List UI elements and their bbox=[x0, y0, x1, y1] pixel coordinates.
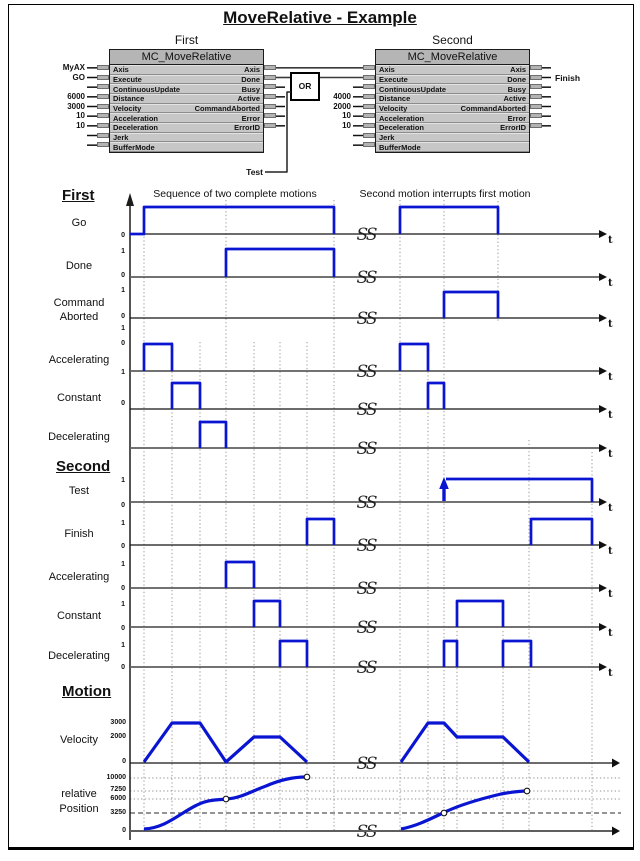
velocity-ytick-2000: 2000 bbox=[110, 733, 126, 740]
fb-pin-row bbox=[110, 75, 263, 85]
axis-break-symbol: SS bbox=[356, 618, 376, 638]
fb-pin-row bbox=[376, 104, 529, 114]
section-header-second: Second bbox=[56, 458, 111, 475]
fb-input-pin-Acceleration: Acceleration bbox=[379, 113, 425, 123]
level-tick-go-0: 0 bbox=[121, 232, 125, 239]
signal-label-finish: Finish bbox=[64, 528, 94, 540]
section-header-motion: Motion bbox=[62, 683, 112, 700]
fb-title-first: First bbox=[174, 33, 199, 47]
fb-pin-row bbox=[376, 123, 529, 133]
fb-body-second bbox=[376, 65, 529, 152]
fb-input-pin-Distance: Distance bbox=[113, 94, 145, 104]
signal-label-decelerating-1: Decelerating bbox=[48, 431, 110, 443]
t-label-accelerating-1: t bbox=[608, 372, 613, 383]
fb-pin-row bbox=[376, 65, 529, 75]
fb-input-pin-Deceleration: Deceleration bbox=[379, 123, 425, 133]
fb-pin-row bbox=[110, 84, 263, 94]
fb-output-pin-ErrorID: ErrorID bbox=[500, 123, 526, 133]
fb-pin-row bbox=[376, 84, 529, 94]
axis-break-symbol: SS bbox=[356, 439, 376, 459]
level-tick-command-aborted-1: 1 bbox=[121, 287, 125, 294]
fb-output-pin-Axis: Axis bbox=[510, 65, 526, 75]
axis-break-symbol: SS bbox=[356, 579, 376, 599]
level-tick-finish-1: 1 bbox=[121, 520, 125, 527]
pin-value-GO: GO bbox=[72, 72, 85, 82]
signal-label-constant-2: Constant bbox=[56, 610, 102, 622]
fb-header-second: MC_MoveRelative bbox=[376, 50, 529, 65]
axis-break-symbol: SS bbox=[356, 754, 376, 774]
signal-label-done: Done bbox=[65, 260, 93, 272]
level-tick-accelerating-2-1: 1 bbox=[121, 561, 125, 568]
signal-label-command-aborted: Command bbox=[53, 297, 105, 309]
fb-output-pin-Error: Error bbox=[241, 113, 260, 123]
position-ytick-7250: 7250 bbox=[110, 786, 126, 793]
fb-output-pin-Active: Active bbox=[503, 94, 526, 104]
signal-label-accelerating-2: Accelerating bbox=[48, 571, 110, 583]
axis-break-symbol: SS bbox=[356, 400, 376, 420]
fb-pin-row bbox=[376, 75, 529, 85]
fb-title-second: Second bbox=[432, 33, 473, 47]
signal-label2-command-aborted: Aborted bbox=[59, 311, 99, 323]
velocity-ytick-0: 0 bbox=[122, 758, 126, 765]
level-tick-decelerating-2-1: 1 bbox=[121, 642, 125, 649]
fb-input-pin-Acceleration: Acceleration bbox=[113, 113, 159, 123]
fb-input-pin-Execute: Execute bbox=[113, 74, 142, 84]
fb-output-pin-Active: Active bbox=[237, 94, 260, 104]
fb-input-pin-ContinuousUpdate: ContinuousUpdate bbox=[113, 84, 181, 94]
level-tick-test-1: 1 bbox=[121, 477, 125, 484]
fb-output-pin-Done: Done bbox=[241, 74, 260, 84]
pin-value-3000: 3000 bbox=[67, 101, 85, 111]
signal-label-test: Test bbox=[68, 485, 90, 497]
page-title: MoveRelative - Example bbox=[223, 8, 417, 27]
fb-pin-row bbox=[110, 133, 263, 143]
fb-pin-row bbox=[110, 142, 263, 152]
t-label-decelerating-2: t bbox=[608, 668, 613, 679]
level-tick-constant-1-1: 1 bbox=[121, 369, 125, 376]
fb-pin-row bbox=[376, 133, 529, 143]
fb-pin-row bbox=[110, 94, 263, 104]
level-tick-accelerating-1-1: 1 bbox=[121, 325, 125, 332]
fb-pin-row bbox=[376, 113, 529, 123]
function-block-second bbox=[375, 49, 530, 153]
fb-body-first bbox=[110, 65, 263, 152]
fb-pin-row bbox=[376, 142, 529, 152]
fb-pin-row bbox=[110, 104, 263, 114]
position-axis-label-line1: relative bbox=[61, 788, 97, 800]
test-wire-label: Test bbox=[246, 167, 263, 177]
signal-label-decelerating-2: Decelerating bbox=[48, 650, 110, 662]
page-frame bbox=[8, 4, 634, 850]
finish-wire-label: Finish bbox=[555, 73, 581, 83]
axis-break-symbol: SS bbox=[356, 822, 376, 842]
fb-input-pin-BufferMode: BufferMode bbox=[113, 142, 155, 152]
function-block-first bbox=[109, 49, 264, 153]
fb-output-pin-ErrorID: ErrorID bbox=[234, 123, 260, 133]
fb-input-pin-BufferMode: BufferMode bbox=[379, 142, 421, 152]
level-tick-done-0: 0 bbox=[121, 272, 125, 279]
axis-break-symbol: SS bbox=[356, 309, 376, 329]
caption-first-scenario: Sequence of two complete motions bbox=[153, 188, 317, 200]
fb-input-pin-Jerk: Jerk bbox=[379, 132, 395, 142]
pin-value-MyAX: MyAX bbox=[62, 62, 85, 72]
level-tick-command-aborted-0: 0 bbox=[121, 313, 125, 320]
t-label-finish: t bbox=[608, 546, 613, 557]
axis-break-symbol: SS bbox=[356, 536, 376, 556]
fb-header-first: MC_MoveRelative bbox=[110, 50, 263, 65]
position-ytick-10000: 10000 bbox=[106, 774, 126, 781]
level-tick-constant-2-0: 0 bbox=[121, 625, 125, 632]
level-tick-decelerating-2-0: 0 bbox=[121, 664, 125, 671]
level-tick-done-1: 1 bbox=[121, 248, 125, 255]
axis-break-symbol: SS bbox=[356, 362, 376, 382]
fb-input-pin-Axis: Axis bbox=[379, 65, 395, 75]
fb-output-pin-Busy: Busy bbox=[241, 84, 260, 94]
fb-output-pin-Axis: Axis bbox=[244, 65, 260, 75]
fb-output-pin-CommandAborted: CommandAborted bbox=[194, 103, 260, 113]
pin-value-10: 10 bbox=[76, 120, 85, 130]
axis-break-symbol: SS bbox=[356, 225, 376, 245]
axis-break-symbol: SS bbox=[356, 268, 376, 288]
fb-input-pin-Distance: Distance bbox=[379, 94, 411, 104]
level-tick-accelerating-2-0: 0 bbox=[121, 585, 125, 592]
fb-output-pin-Done: Done bbox=[507, 74, 526, 84]
fb-input-pin-Deceleration: Deceleration bbox=[113, 123, 159, 133]
pin-value-4000: 4000 bbox=[333, 91, 351, 101]
pin-value-6000: 6000 bbox=[67, 91, 85, 101]
t-label-go: t bbox=[608, 235, 613, 246]
level-tick-constant-2-1: 1 bbox=[121, 601, 125, 608]
axis-break-symbol: SS bbox=[356, 658, 376, 678]
fb-input-pin-Jerk: Jerk bbox=[113, 132, 129, 142]
fb-pin-row bbox=[110, 113, 263, 123]
level-tick-test-0: 0 bbox=[121, 502, 125, 509]
t-label-test: t bbox=[608, 503, 613, 514]
pin-value-10: 10 bbox=[76, 111, 85, 121]
or-gate: OR bbox=[290, 72, 320, 101]
velocity-axis-label: Velocity bbox=[60, 734, 98, 746]
t-label-command-aborted: t bbox=[608, 319, 613, 330]
fb-input-pin-Execute: Execute bbox=[379, 74, 408, 84]
t-label-constant-1: t bbox=[608, 410, 613, 421]
velocity-ytick-3000: 3000 bbox=[110, 719, 126, 726]
fb-pin-row bbox=[376, 94, 529, 104]
signal-label-accelerating-1: Accelerating bbox=[48, 354, 110, 366]
fb-input-pin-Axis: Axis bbox=[113, 65, 129, 75]
fb-pin-row bbox=[110, 65, 263, 75]
caption-second-scenario: Second motion interrupts first motion bbox=[359, 188, 531, 200]
section-header-first: First bbox=[62, 187, 95, 204]
t-label-accelerating-2: t bbox=[608, 589, 613, 600]
t-label-decelerating-1: t bbox=[608, 449, 613, 460]
signal-label-constant-1: Constant bbox=[56, 392, 102, 404]
level-tick-accelerating-1-0: 0 bbox=[121, 340, 125, 347]
level-tick-finish-0: 0 bbox=[121, 543, 125, 550]
fb-output-pin-Error: Error bbox=[507, 113, 526, 123]
position-ytick-3250: 3250 bbox=[110, 809, 126, 816]
fb-input-pin-ContinuousUpdate: ContinuousUpdate bbox=[379, 84, 447, 94]
fb-output-pin-CommandAborted: CommandAborted bbox=[460, 103, 526, 113]
fb-pin-row bbox=[110, 123, 263, 133]
position-ytick-6000: 6000 bbox=[110, 795, 126, 802]
pin-value-2000: 2000 bbox=[333, 101, 351, 111]
pin-value-10: 10 bbox=[342, 120, 351, 130]
t-label-constant-2: t bbox=[608, 628, 613, 639]
pin-value-10: 10 bbox=[342, 111, 351, 121]
position-axis-label-line2: Position bbox=[59, 803, 99, 815]
axis-break-symbol: SS bbox=[356, 493, 376, 513]
fb-output-pin-Busy: Busy bbox=[507, 84, 526, 94]
fb-input-pin-Velocity: Velocity bbox=[379, 103, 408, 113]
t-label-done: t bbox=[608, 278, 613, 289]
position-ytick-0: 0 bbox=[122, 827, 126, 834]
signal-label-go: Go bbox=[71, 217, 87, 229]
fb-input-pin-Velocity: Velocity bbox=[113, 103, 142, 113]
level-tick-constant-1-0: 0 bbox=[121, 400, 125, 407]
